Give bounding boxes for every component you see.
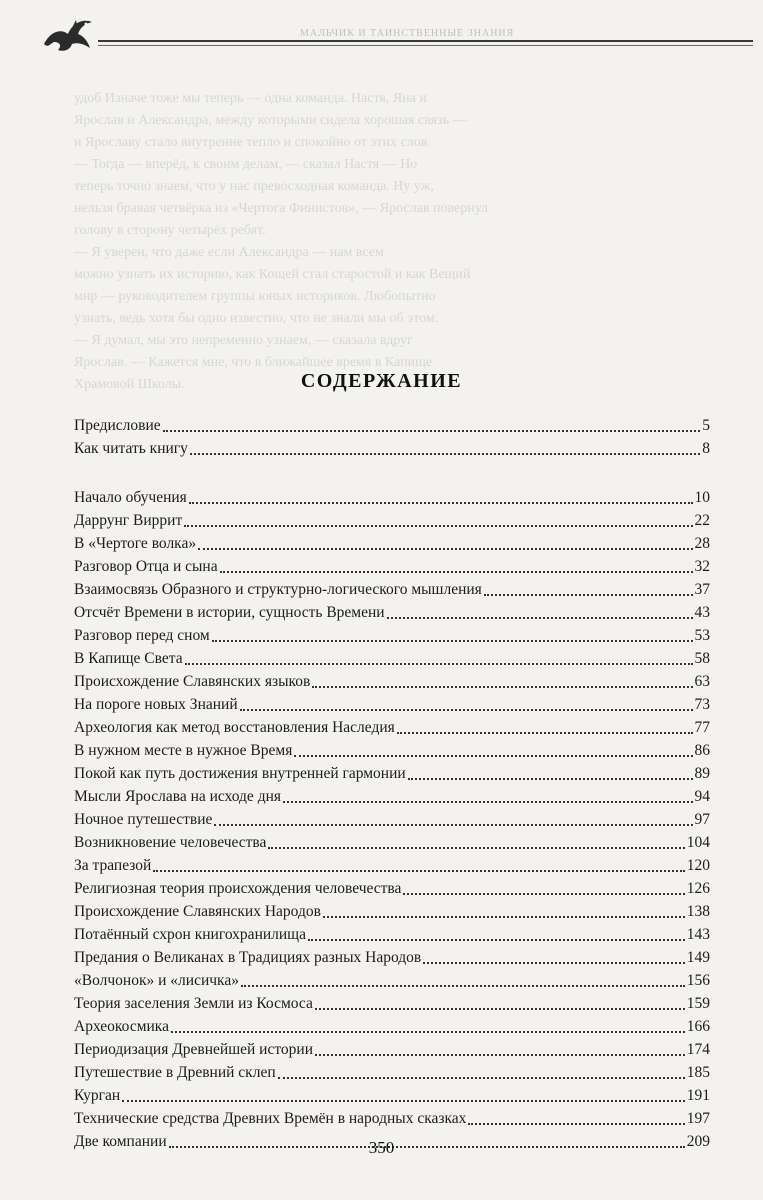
leader-dots bbox=[190, 452, 700, 455]
toc-entry-title: Технические средства Древних Времён в народных сказках bbox=[74, 1110, 467, 1127]
leader-dots bbox=[163, 429, 701, 432]
ghost-line: Ярослав и Александра, между которыми сидела хорошая связь — bbox=[74, 113, 467, 128]
leader-dots bbox=[189, 501, 693, 504]
ghost-line: удоб Изначе тоже мы теперь — одна команда. Настя, Яна и bbox=[74, 91, 427, 106]
toc-entry-title: Предания о Великанах в Традициях разных Народов bbox=[74, 949, 422, 966]
toc-entry-page: 166 bbox=[686, 1018, 710, 1035]
toc-entry[interactable] bbox=[74, 578, 710, 601]
leader-dots bbox=[283, 800, 692, 803]
toc-entry-title: Происхождение Славянских Народов bbox=[74, 903, 321, 920]
leader-dots bbox=[241, 984, 685, 987]
leader-dots bbox=[212, 639, 693, 642]
toc-entry-title: Разговор перед сном bbox=[74, 627, 210, 644]
ghost-line: и Ярославу стало внутренне тепло и спокойно от этих слов. bbox=[74, 135, 431, 150]
toc-entry[interactable] bbox=[74, 647, 710, 670]
toc-entry[interactable] bbox=[74, 762, 710, 785]
leader-dots bbox=[122, 1099, 685, 1102]
toc-entry[interactable] bbox=[74, 486, 710, 509]
toc-entry[interactable] bbox=[74, 716, 710, 739]
leader-dots bbox=[185, 662, 693, 665]
toc-entry[interactable] bbox=[74, 877, 710, 900]
toc-entry[interactable] bbox=[74, 854, 710, 877]
toc-entry-title: На пороге новых Знаний bbox=[74, 696, 238, 713]
toc-entry[interactable] bbox=[74, 1061, 710, 1084]
toc-entry-title: Даррунг Виррит bbox=[74, 512, 183, 529]
toc-entry-title: За трапезой bbox=[74, 857, 152, 874]
leader-dots bbox=[387, 616, 693, 619]
toc-entry-title: Предисловие bbox=[74, 417, 161, 434]
toc-entry-page: 10 bbox=[694, 489, 710, 506]
toc-entry-page: 191 bbox=[686, 1087, 710, 1104]
toc-entry-page: 8 bbox=[702, 440, 710, 457]
ghost-line: — Тогда — вперёд, к своим делам, — сказал Настя — Но bbox=[74, 157, 418, 172]
page-number: 350 bbox=[368, 1138, 395, 1157]
toc-entry-page: 5 bbox=[702, 417, 710, 434]
leader-dots bbox=[408, 777, 693, 780]
toc-entry-title: Отсчёт Времени в истории, сущность Времени bbox=[74, 604, 385, 621]
toc-entry-page: 89 bbox=[694, 765, 710, 782]
leader-dots bbox=[171, 1030, 685, 1033]
toc-entry-page: 28 bbox=[694, 535, 710, 552]
ghost-line: нельзя бравая четвёрка из «Чертога Финистов», — Ярослав повернул bbox=[74, 201, 489, 216]
ghost-line: можно узнать их историю, как Кощей стал старостой и как Вещий bbox=[74, 267, 471, 282]
leader-dots bbox=[268, 846, 684, 849]
toc-entry[interactable] bbox=[74, 900, 710, 923]
leader-dots bbox=[323, 915, 685, 918]
toc-entry[interactable] bbox=[74, 946, 710, 969]
toc-entry-page: 32 bbox=[694, 558, 710, 575]
toc-entry-page: 104 bbox=[686, 834, 710, 851]
toc-entry-page: 86 bbox=[694, 742, 710, 759]
toc-entry[interactable] bbox=[74, 1015, 710, 1038]
leader-dots bbox=[184, 524, 692, 527]
toc-entry[interactable] bbox=[74, 509, 710, 532]
toc-entry[interactable] bbox=[74, 992, 710, 1015]
leader-dots bbox=[315, 1007, 685, 1010]
toc-entry-title: Периодизация Древнейшей истории bbox=[74, 1041, 314, 1058]
ghost-line: Храмовой Школы. bbox=[74, 377, 185, 392]
toc-entry-title: Археокосмика bbox=[74, 1018, 169, 1035]
ghost-line: Ярослав. — Кажется мне, что в ближайшее время в Капище bbox=[74, 355, 433, 370]
table-of-contents bbox=[74, 414, 710, 1153]
toc-entry[interactable] bbox=[74, 785, 710, 808]
toc-entry[interactable] bbox=[74, 739, 710, 762]
toc-entry-page: 53 bbox=[694, 627, 710, 644]
header-rule bbox=[98, 40, 753, 42]
toc-entry[interactable] bbox=[74, 693, 710, 716]
toc-entry[interactable] bbox=[74, 414, 710, 437]
toc-entry[interactable] bbox=[74, 532, 710, 555]
toc-entry[interactable] bbox=[74, 969, 710, 992]
toc-entry-title: Потаённый схрон книгохранилища bbox=[74, 926, 307, 943]
leader-dots bbox=[423, 961, 685, 964]
toc-entry-title: Религиозная теория происхождения человечества bbox=[74, 880, 402, 897]
toc-entry-page: 174 bbox=[686, 1041, 710, 1058]
toc-entry[interactable] bbox=[74, 808, 710, 831]
toc-entry-page: 185 bbox=[686, 1064, 710, 1081]
toc-entry-title: Возникновение человечества bbox=[74, 834, 267, 851]
leader-dots bbox=[278, 1076, 685, 1079]
ghost-line: теперь точно знаем, что у нас превосходная команда. Ну уж, bbox=[74, 179, 434, 194]
toc-entry-title: Мысли Ярослава на исходе дня bbox=[74, 788, 282, 805]
toc-entry[interactable] bbox=[74, 624, 710, 647]
toc-entry[interactable] bbox=[74, 555, 710, 578]
toc-entry-title: Как читать книгу bbox=[74, 440, 188, 457]
toc-entry-page: 197 bbox=[686, 1110, 710, 1127]
toc-entry-page: 149 bbox=[686, 949, 710, 966]
toc-entry-page: 126 bbox=[686, 880, 710, 897]
ghost-line: — Я уверен, что даже если Александра — нам всем bbox=[74, 245, 384, 260]
toc-entry-title: Начало обучения bbox=[74, 489, 187, 506]
toc-entry-title: В Капище Света bbox=[74, 650, 183, 667]
toc-entry[interactable] bbox=[74, 1084, 710, 1107]
toc-entry-page: 58 bbox=[694, 650, 710, 667]
toc-entry-title: Курган bbox=[74, 1087, 121, 1104]
ghost-line: — Я думал, мы это непременно узнаем, — сказала вдруг bbox=[74, 333, 413, 348]
toc-entry-title: Путешествие в Древний склеп bbox=[74, 1064, 276, 1081]
leader-dots bbox=[397, 731, 693, 734]
toc-heading: СОДЕРЖАНИЕ bbox=[300, 370, 463, 392]
leader-dots bbox=[315, 1053, 685, 1056]
toc-entry[interactable] bbox=[74, 670, 710, 693]
header-rule-thin bbox=[98, 45, 753, 46]
toc-entry-title: В «Чертоге волка» bbox=[74, 535, 197, 552]
toc-entry-page: 63 bbox=[694, 673, 710, 690]
dragon-emblem-icon bbox=[40, 14, 96, 59]
leader-dots bbox=[403, 892, 684, 895]
toc-entry-page: 22 bbox=[694, 512, 710, 529]
toc-entry-page: 156 bbox=[686, 972, 710, 989]
running-header: МАЛЬЧИК И ТАИНСТВЕННЫЕ ЗНАНИЯ bbox=[300, 28, 515, 39]
toc-entry[interactable] bbox=[74, 923, 710, 946]
toc-entry-title: Разговор Отца и сына bbox=[74, 558, 218, 575]
toc-entry-page: 97 bbox=[694, 811, 710, 828]
toc-entry-page: 209 bbox=[686, 1133, 710, 1150]
toc-entry[interactable] bbox=[74, 1038, 710, 1061]
leader-dots bbox=[240, 708, 693, 711]
toc-entry-title: Взаимосвязь Образного и структурно-логического мышления bbox=[74, 581, 482, 598]
ghost-line: мир — руководителем группы юных историков. Любопытно bbox=[74, 289, 436, 304]
toc-entry-page: 77 bbox=[694, 719, 710, 736]
leader-dots bbox=[214, 823, 692, 826]
leader-dots bbox=[294, 754, 692, 757]
toc-entry-title: Две компании bbox=[74, 1133, 167, 1150]
leader-dots bbox=[308, 938, 685, 941]
leader-dots bbox=[220, 570, 693, 573]
toc-entry-page: 43 bbox=[694, 604, 710, 621]
toc-entry-page: 138 bbox=[686, 903, 710, 920]
toc-entry-title: Происхождение Славянских языков bbox=[74, 673, 311, 690]
toc-entry[interactable] bbox=[74, 437, 710, 460]
toc-entry-title: Теория заселения Земли из Космоса bbox=[74, 995, 313, 1012]
leader-dots bbox=[198, 547, 692, 550]
leader-dots bbox=[468, 1122, 684, 1125]
toc-entry-title: Археология как метод восстановления Наследия bbox=[74, 719, 395, 736]
toc-entry[interactable] bbox=[74, 831, 710, 854]
leader-dots bbox=[312, 685, 692, 688]
ghost-line: голову в сторону четырёх ребят. bbox=[74, 223, 266, 238]
toc-entry-title: Ночное путешествие bbox=[74, 811, 213, 828]
toc-entry-page: 159 bbox=[686, 995, 710, 1012]
bleed-through-text bbox=[74, 88, 714, 396]
leader-dots bbox=[153, 869, 684, 872]
ghost-line: узнать, ведь хотя бы одно известно, что не знали мы об этом. bbox=[74, 311, 439, 326]
toc-entry-page: 37 bbox=[694, 581, 710, 598]
leader-dots bbox=[484, 593, 693, 596]
toc-entry-title: Покой как путь достижения внутренней гармонии bbox=[74, 765, 406, 782]
toc-entry-title: «Волчонок» и «лисичка» bbox=[74, 972, 239, 989]
toc-entry[interactable] bbox=[74, 1107, 710, 1130]
toc-entry-page: 143 bbox=[686, 926, 710, 943]
toc-entry-title: В нужном месте в нужное Время bbox=[74, 742, 293, 759]
toc-entry[interactable] bbox=[74, 601, 710, 624]
toc-entry-page: 73 bbox=[694, 696, 710, 713]
toc-entry-page: 120 bbox=[686, 857, 710, 874]
toc-entry-page: 94 bbox=[694, 788, 710, 805]
